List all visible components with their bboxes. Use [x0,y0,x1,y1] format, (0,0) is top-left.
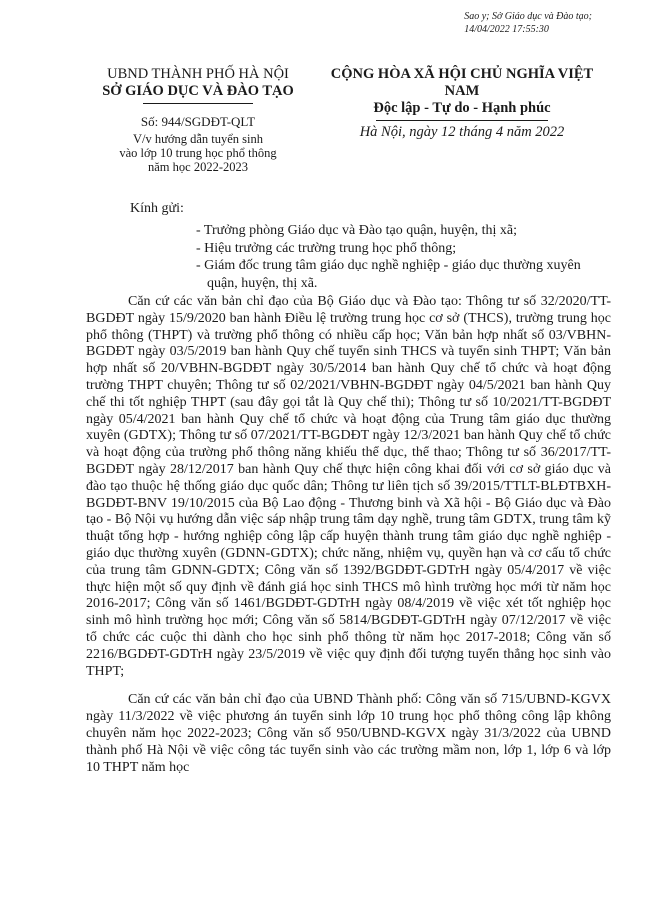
stamp-line-1: Sao y; Sở Giáo dục và Đào tạo; [464,11,592,22]
national-motto: Độc lập - Tự do - Hạnh phúc [373,100,551,116]
agency-name: SỞ GIÁO DỤC VÀ ĐÀO TẠO [102,83,294,99]
motto-underline [376,120,548,121]
copy-stamp [464,10,592,36]
recipient-item: - Trưởng phòng Giáo dục và Đào tạo quận, huyện, thị xã; [196,223,518,238]
body-paragraph: Căn cứ các văn bản chỉ đạo của Bộ Giáo dục và Đào tạo: Thông tư số 32/2020/TT-BGDĐT ngày 15/9/2020 ban hành Điều lệ trường trung học cơ sở (THCS), trường trung học phổ thông (THPT) và trường phổ thông có nhiều cấp học; Văn bản hợp nhất số 03/VBHN-BGDĐT ngày 03/5/2019 ban hành Quy chế tuyển sinh THCS và tuyển sinh THPT; Văn bản hợp nhất số 20/VBHN-BGDĐT ngày 30/5/2014 ban hành Quy chế tổ chức và hoạt động trường THPT chuyên; Thông tư số 02/2021/VBHN-BGDĐT ngày 04/5/2021 ban hành Quy chế thi tốt nghiệp THPT (sau đây gọi tắt là Quy chế thi); Thông tư số 10/2021/TT-BGDĐT ngày 05/4/2021 ban hành Quy chế tổ chức và hoạt động của Trung tâm giáo dục thường xuyên (GDTX); Thông tư số 07/2021/TT-BGDĐT ngày 12/3/2021 ban hành Quy chế tổ chức và hoạt động của trường phổ thông năng khiếu thể dục, thể thao; Thông tư số 36/2017/TT-BGDĐT ngày 28/12/2017 ban hành Quy chế thực hiện công khai đối với cơ sở giáo dục và đào tạo thuộc hệ thống giáo dục quốc dân; Thông tư liên tịch số 39/2015/TTLT-BLĐTBXH-BGDĐT-BNV 19/10/2015 của Bộ Lao động - Thương binh và Xã hội - Bộ Giáo dục và Đào tạo - Bộ Nội vụ hướng dẫn việc sáp nhập trung tâm dạy nghề, trung tâm GDTX, trung tâm kỹ thuật tổng hợp - hướng nghiệp công lập cấp huyện thành trung tâm giáo dục nghề nghiệp - giáo dục thường xuyên (GDNN-GDTX); chức năng, nhiệm vụ, quyền hạn và cơ cấu tổ chức của trung tâm GDNN-GDTX; Công văn số 1392/BGDĐT-GDTrH ngày 05/4/2017 về việc thực hiện một số quy định về đánh giá học sinh THCS mô hình trường học mới từ năm học 2016-2017; Công văn số 1461/BGDĐT-GDTrH ngày 08/4/2019 về việc xét tốt nghiệp học sinh mô hình trường học mới; Công văn số 5814/BGDĐT-GDTrH ngày 07/12/2017 về việc tổ chức các cuộc thi dành cho học sinh phổ thông từ năm học 2017-2018; Công văn số 2216/BGDĐT-GDTrH ngày 23/5/2019 về việc quy định đối tượng tuyển thẳng học sinh vào THPT; [86,294,611,679]
recipient-list [196,222,606,292]
subject-line: V/v hướng dẫn tuyển sinh [132,132,264,146]
recipient-item: - Giám đốc trung tâm giáo dục nghề nghiệp - giáo dục thường xuyên quận, huyện, thị xã. [196,258,581,291]
place-date: Hà Nội, ngày 12 tháng 4 năm 2022 [359,124,565,140]
document-number: Số: 944/SGDĐT-QLT [140,114,256,129]
body-paragraph: Căn cứ các văn bản chỉ đạo của UBND Thành phố: Công văn số 715/UBND-KGVX ngày 11/3/2022 về việc phương án tuyển sinh lớp 10 trung học phổ thông công lập không chuyên năm học 2022-2023; Công văn số 950/UBND-KGVX ngày 31/3/2022 của UBND thành phố Hà Nội về việc công tác tuyển sinh vào các trường mầm non, lớp 1, lớp 6 và lớp 10 THPT năm học [86,692,611,775]
recipient-item: - Hiệu trưởng các trường trung học phổ thông; [196,240,457,256]
stamp-line-2: 14/04/2022 17:55:30 [464,24,549,35]
document-subject [88,132,308,174]
agency-underline [143,103,253,104]
subject-line: vào lớp 10 trung học phổ thông [119,146,277,160]
nation-name: CỘNG HÒA XÃ HỘI CHỦ NGHĨA VIỆT NAM [330,66,594,99]
agency-header [88,66,308,104]
greeting: Kính gửi: [130,201,184,216]
agency-parent: UBND THÀNH PHỐ HÀ NỘI [107,66,289,82]
nation-header [312,66,612,121]
subject-line: năm học 2022-2023 [148,160,248,174]
document-body [86,294,611,776]
